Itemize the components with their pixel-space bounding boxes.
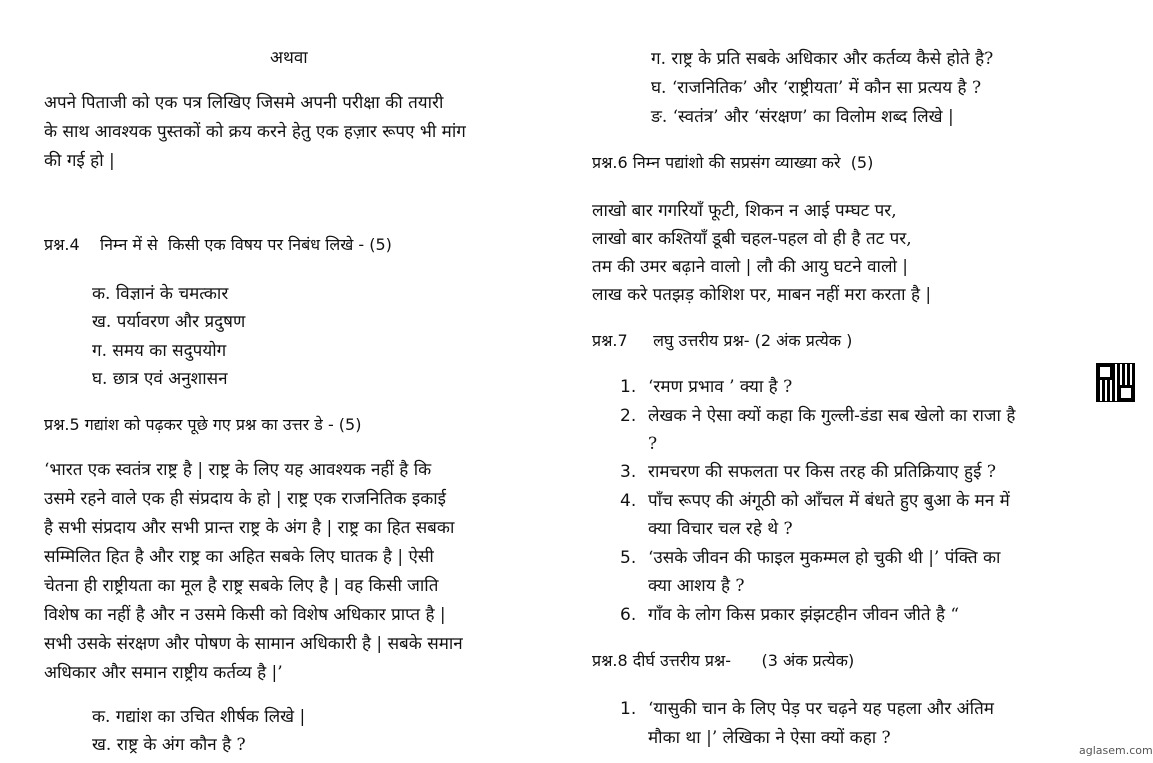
q4-item-1: क. विज्ञानं के चमत्कार	[92, 284, 229, 304]
q7-item-1	[620, 376, 792, 398]
q7-item-text: लेखक ने ऐसा क्यों कहा कि गुल्ली-डंडा सब खेलो का राजा है	[648, 406, 1016, 426]
q5-item-nga: ङ. ‘स्वतंत्र’ और ‘संरक्षण’ का विलोम शब्द लिखे |	[651, 107, 954, 127]
q8-heading: प्रश्न.8 दीर्घ उत्तरीय प्रश्न- (3 अंक प्रत्येक)	[592, 651, 855, 670]
passage-line-1: ‘भारत एक स्वतंत्र राष्ट्र है | राष्ट्र के लिए यह आवश्यक नहीं है कि	[44, 460, 432, 480]
q5-item-kha: ख. राष्ट्र के अंग कौन है ?	[92, 735, 246, 755]
q7-item-2	[620, 405, 1015, 427]
q5-heading: प्रश्न.5 गद्यांश को पढ़कर पूछे गए प्रश्न का उत्तर डे - (5)	[44, 415, 362, 434]
passage-line-3: है सभी संप्रदाय और सभी प्रान्त राष्ट्र के अंग है | राष्ट्र का हित सबका	[44, 518, 455, 538]
q8-item-1	[620, 698, 994, 720]
q7-item-number: 4.	[620, 491, 637, 511]
q7-item-2-cont: ?	[648, 434, 658, 454]
passage-line-5: चेतना ही राष्ट्रीयता का मूल है राष्ट्र सबके लिए है | वह किसी जाति	[44, 576, 439, 596]
q7-item-number: 3.	[620, 462, 637, 482]
q8-item-number: 1.	[620, 699, 637, 719]
q7-item-5-cont: क्या आशय है ?	[648, 576, 745, 596]
q7-item-text: गाँव के लोग किस प्रकार झंझटहीन जीवन जीते है “	[648, 605, 960, 625]
q7-item-number: 2.	[620, 406, 637, 426]
passage-line-7: सभी उसके संरक्षण और पोषण के सामान अधिकारी है | सबके समान	[44, 634, 463, 654]
poem-line-3: तम की उमर बढ़ाने वालो | लौ की आयु घटने वालो |	[592, 257, 909, 277]
q7-item-6	[620, 604, 959, 626]
passage-line-4: सम्मिलित हित है और राष्ट्र का अहित सबके लिए घातक है | ऐसी	[44, 547, 434, 567]
q4-item-4: घ. छात्र एवं अनुशासन	[92, 369, 228, 389]
q6-heading: प्रश्न.6 निम्न पद्यांशो की सप्रसंग व्याख्या करे (5)	[592, 153, 874, 172]
letter-line-3: की गई हो |	[44, 151, 115, 171]
q8-item-1-cont: मौका था |’ लेखिका ने ऐसा क्यों कहा ?	[648, 728, 891, 748]
q7-item-3	[620, 461, 996, 483]
poem-line-4: लाख करे पतझड़ कोशिश पर, माबन नहीं मरा करता है |	[592, 285, 932, 305]
watermark: aglasem.com	[1079, 744, 1153, 757]
q7-item-5	[620, 547, 1000, 569]
q7-item-text: रामचरण की सफलता पर किस तरह की प्रतिक्रियाए हुई ?	[648, 462, 996, 482]
q7-item-4	[620, 490, 1010, 512]
q4-item-3: ग. समय का सदुपयोग	[92, 341, 227, 361]
q7-item-number: 6.	[620, 605, 637, 625]
letter-line-2: के साथ आवश्यक पुस्तकों को क्रय करने हेतु एक हज़ार रूपए भी मांग	[44, 122, 466, 142]
q7-item-text: पाँच रूपए की अंगूठी को आँचल में बंधते हुए बुआ के मन में	[648, 491, 1010, 511]
q7-item-4-cont: क्या विचार चल रहे थे ?	[648, 519, 793, 539]
q5-item-ga: ग. राष्ट्र के प्रति सबके अधिकार और कर्तव्य कैसे होते है?	[651, 49, 994, 69]
poem-line-1: लाखो बार गगरियाँ फूटी, शिकन न आई पम्घट पर,	[592, 201, 897, 221]
q7-item-text: ‘उसके जीवन की फाइल मुकम्मल हो चुकी थी |’ पंक्ति का	[648, 548, 1001, 568]
q5-item-ka: क. गद्यांश का उचित शीर्षक लिखे |	[92, 707, 306, 727]
passage-line-2: उसमे रहने वाले एक ही संप्रदाय के हो | राष्ट्र एक राजनितिक इकाई	[44, 489, 447, 509]
q7-item-number: 1.	[620, 377, 637, 397]
q4-item-2: ख. पर्यावरण और प्रदुषण	[92, 312, 246, 332]
q7-item-text: ‘रमण प्रभाव ’ क्या है ?	[648, 377, 793, 397]
passage-line-6: विशेष का नहीं है और न उसमे किसी को विशेष अधिकार प्राप्त है |	[44, 605, 446, 625]
q8-item-text: ‘यासुकी चान के लिए पेड़ पर चढ़ने यह पहला और अंतिम	[648, 699, 994, 719]
q5-item-gha: घ. ‘राजनितिक’ और ‘राष्ट्रीयता’ में कौन सा प्रत्यय है ?	[651, 78, 982, 98]
qr-code-icon	[1097, 364, 1134, 401]
letter-line-1: अपने पिताजी को एक पत्र लिखिए जिसमे अपनी परीक्षा की तयारी	[44, 93, 444, 113]
poem-line-2: लाखो बार कश्तियाँ डूबी चहल-पहल वो ही है तट पर,	[592, 229, 912, 249]
athava-heading: अथवा	[270, 48, 308, 68]
q4-heading: प्रश्न.4 निम्न में से किसी एक विषय पर निबंध लिखे - (5)	[44, 235, 392, 254]
q7-item-number: 5.	[620, 548, 637, 568]
q7-heading: प्रश्न.7 लघु उत्तरीय प्रश्न- (2 अंक प्रत्येक )	[592, 331, 853, 350]
passage-line-8: अधिकार और समान राष्ट्रीय कर्तव्य है |’	[44, 663, 283, 683]
